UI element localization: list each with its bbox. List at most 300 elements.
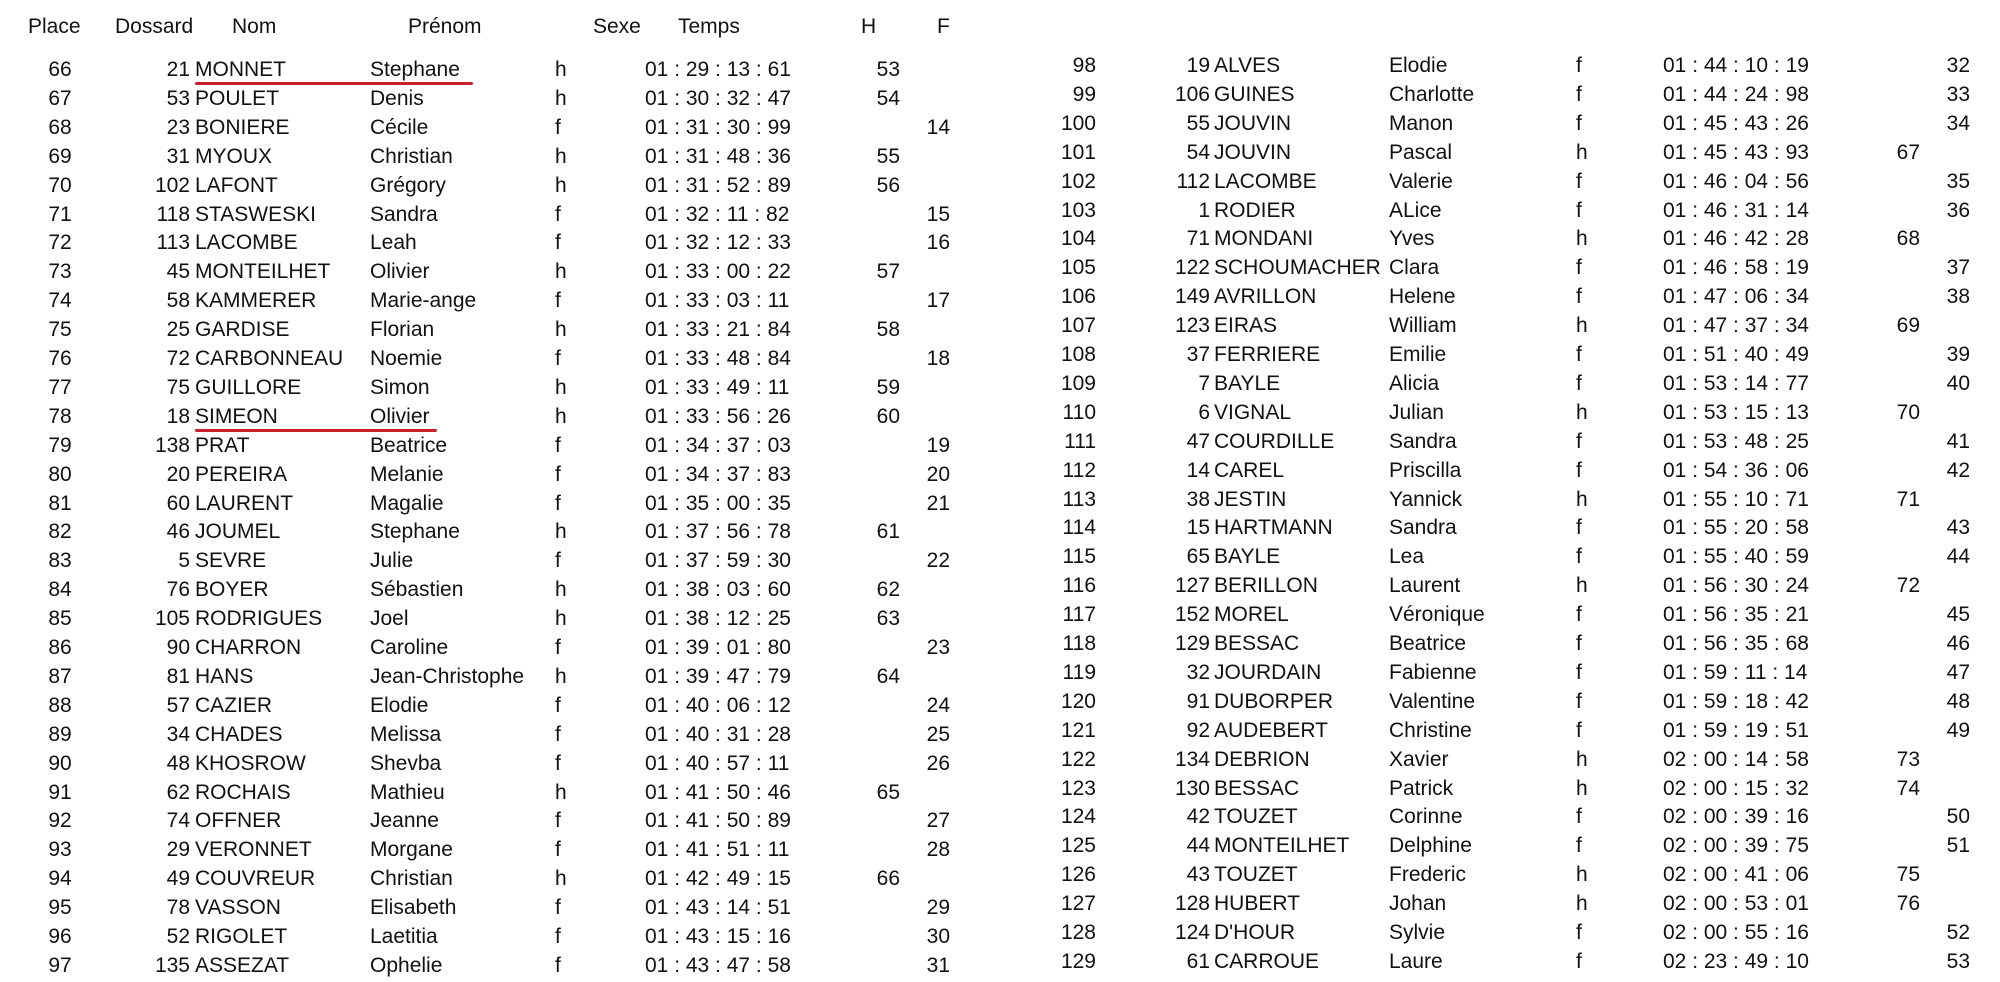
- cell-sexe: f: [1576, 632, 1582, 655]
- cell-temps: 01 : 55 : 10 : 71: [1663, 488, 1809, 511]
- table-row: [0, 340, 2000, 369]
- cell-prenom: Christine: [1389, 719, 1472, 742]
- header-dossard: Dossard: [115, 15, 194, 38]
- cell-temps: 01 : 40 : 31 : 28: [645, 723, 791, 746]
- cell-sexe: f: [555, 549, 561, 572]
- table-row: [0, 369, 2000, 398]
- cell-sexe: f: [1576, 805, 1582, 828]
- cell-place: 89: [48, 723, 72, 746]
- cell-place: 80: [48, 463, 72, 486]
- cell-place: 95: [48, 896, 72, 919]
- cell-prenom: Jeanne: [370, 809, 439, 832]
- cell-nom: MONNET: [195, 58, 286, 81]
- cell-nom: SEVRE: [195, 549, 267, 572]
- cell-prenom: Shevba: [370, 752, 442, 775]
- cell-f: 28: [926, 838, 950, 861]
- cell-dossard: 138: [154, 434, 190, 457]
- cell-sexe: f: [1576, 459, 1582, 482]
- cell-temps: 01 : 41 : 50 : 89: [645, 809, 791, 832]
- cell-nom: D'HOUR: [1214, 921, 1296, 944]
- cell-nom: POULET: [195, 87, 280, 110]
- cell-dossard: 23: [166, 116, 190, 139]
- cell-dossard: 5: [178, 549, 190, 572]
- cell-place: 79: [48, 434, 72, 457]
- cell-f: 26: [926, 752, 950, 775]
- cell-dossard: 55: [1186, 112, 1210, 135]
- cell-prenom: Marie-ange: [370, 289, 477, 312]
- cell-nom: DEBRION: [1214, 748, 1310, 771]
- cell-h: 61: [876, 520, 900, 543]
- cell-place: 126: [1060, 863, 1096, 886]
- cell-dossard: 48: [166, 752, 190, 775]
- cell-nom: KHOSROW: [195, 752, 306, 775]
- cell-sexe: f: [555, 203, 561, 226]
- cell-f: 32: [1946, 54, 1970, 77]
- cell-place: 115: [1062, 545, 1096, 568]
- cell-temps: 01 : 55 : 20 : 58: [1663, 516, 1809, 539]
- cell-nom: GUILLORE: [195, 376, 302, 399]
- cell-dossard: 34: [166, 723, 190, 746]
- cell-temps: 02 : 00 : 41 : 06: [1663, 863, 1809, 886]
- cell-temps: 01 : 33 : 56 : 26: [645, 405, 791, 428]
- cell-prenom: Cécile: [370, 116, 429, 139]
- cell-sexe: f: [555, 723, 561, 746]
- cell-dossard: 18: [166, 405, 190, 428]
- cell-place: 127: [1060, 892, 1096, 915]
- cell-prenom: Valentine: [1389, 690, 1476, 713]
- cell-nom: DUBORPER: [1214, 690, 1334, 713]
- cell-f: 50: [1946, 805, 1970, 828]
- cell-f: 25: [926, 723, 950, 746]
- cell-temps: 01 : 44 : 24 : 98: [1663, 83, 1809, 106]
- cell-dossard: 37: [1186, 343, 1210, 366]
- table-row: [0, 80, 2000, 109]
- cell-sexe: f: [555, 809, 561, 832]
- cell-prenom: Joel: [370, 607, 409, 630]
- cell-sexe: f: [1576, 83, 1582, 106]
- cell-nom: VIGNAL: [1214, 401, 1292, 424]
- cell-place: 128: [1060, 921, 1096, 944]
- cell-f: 53: [1946, 950, 1970, 973]
- cell-nom: JESTIN: [1214, 488, 1287, 511]
- cell-f: 17: [926, 289, 950, 312]
- cell-temps: 01 : 59 : 19 : 51: [1663, 719, 1809, 742]
- cell-sexe: f: [1576, 199, 1582, 222]
- cell-temps: 01 : 56 : 35 : 21: [1663, 603, 1809, 626]
- cell-sexe: h: [555, 145, 567, 168]
- cell-place: 70: [48, 174, 72, 197]
- cell-h: 59: [876, 376, 900, 399]
- table-row: [0, 485, 2000, 514]
- cell-temps: 01 : 37 : 59 : 30: [645, 549, 791, 572]
- table-row: [0, 831, 2000, 860]
- cell-nom: JOUVIN: [1214, 141, 1292, 164]
- cell-temps: 01 : 45 : 43 : 93: [1663, 141, 1809, 164]
- cell-place: 86: [48, 636, 72, 659]
- cell-nom: TOUZET: [1214, 863, 1298, 886]
- cell-h: 55: [876, 145, 900, 168]
- cell-nom: MOREL: [1214, 603, 1289, 626]
- cell-f: 37: [1946, 256, 1970, 279]
- cell-place: 69: [48, 145, 72, 168]
- cell-place: 74: [48, 289, 72, 312]
- cell-h: 54: [876, 87, 900, 110]
- cell-nom: SCHOUMACHER: [1214, 256, 1381, 279]
- cell-prenom: William: [1389, 314, 1457, 337]
- cell-h: 57: [876, 260, 900, 283]
- cell-nom: BONIERE: [195, 116, 290, 139]
- cell-nom: OFFNER: [195, 809, 282, 832]
- cell-place: 122: [1060, 748, 1096, 771]
- cell-sexe: f: [555, 954, 561, 977]
- cell-nom: BAYLE: [1214, 545, 1281, 568]
- cell-place: 118: [1062, 632, 1096, 655]
- cell-prenom: Florian: [370, 318, 435, 341]
- cell-temps: 01 : 46 : 04 : 56: [1663, 170, 1809, 193]
- cell-dossard: 71: [1186, 227, 1210, 250]
- cell-sexe: h: [555, 781, 567, 804]
- cell-prenom: Yves: [1389, 227, 1435, 250]
- cell-h: 66: [876, 867, 900, 890]
- cell-dossard: 45: [166, 260, 190, 283]
- cell-prenom: Julian: [1389, 401, 1444, 424]
- cell-dossard: 106: [1174, 83, 1210, 106]
- cell-place: 104: [1060, 227, 1096, 250]
- cell-sexe: f: [555, 896, 561, 919]
- cell-sexe: f: [555, 347, 561, 370]
- cell-nom: ASSEZAT: [195, 954, 290, 977]
- cell-nom: TOUZET: [1214, 805, 1298, 828]
- cell-place: 81: [48, 492, 72, 515]
- cell-prenom: Melissa: [370, 723, 442, 746]
- cell-place: 66: [48, 58, 72, 81]
- table-row: [0, 571, 2000, 600]
- cell-sexe: h: [555, 578, 567, 601]
- cell-h: 63: [876, 607, 900, 630]
- cell-prenom: Sandra: [1389, 516, 1457, 539]
- cell-h: 74: [1896, 777, 1920, 800]
- table-row: [0, 687, 2000, 716]
- cell-dossard: 57: [166, 694, 190, 717]
- cell-h: 53: [876, 58, 900, 81]
- table-row: [0, 109, 2000, 138]
- cell-place: 92: [48, 809, 72, 832]
- cell-dossard: 54: [1186, 141, 1210, 164]
- cell-nom: RIGOLET: [195, 925, 288, 948]
- cell-sexe: f: [1576, 343, 1582, 366]
- cell-dossard: 113: [156, 231, 190, 254]
- cell-dossard: 78: [166, 896, 190, 919]
- cell-f: 19: [926, 434, 950, 457]
- cell-place: 124: [1060, 805, 1096, 828]
- header-place: Place: [28, 15, 81, 38]
- cell-sexe: h: [1576, 892, 1588, 915]
- cell-f: 23: [926, 636, 950, 659]
- cell-nom: COURDILLE: [1214, 430, 1335, 453]
- cell-prenom: Priscilla: [1389, 459, 1462, 482]
- cell-f: 31: [926, 954, 950, 977]
- cell-place: 71: [48, 203, 72, 226]
- cell-place: 113: [1062, 488, 1096, 511]
- cell-dossard: 6: [1198, 401, 1210, 424]
- cell-place: 100: [1060, 112, 1096, 135]
- cell-dossard: 14: [1186, 459, 1210, 482]
- cell-sexe: f: [1576, 603, 1582, 626]
- cell-nom: VERONNET: [195, 838, 312, 861]
- cell-nom: MONTEILHET: [1214, 834, 1350, 857]
- cell-dossard: 135: [154, 954, 190, 977]
- cell-temps: 01 : 32 : 12 : 33: [645, 231, 791, 254]
- cell-sexe: f: [1576, 719, 1582, 742]
- table-row: [0, 947, 2000, 976]
- cell-dossard: 49: [166, 867, 190, 890]
- cell-dossard: 61: [1186, 950, 1210, 973]
- cell-nom: MONTEILHET: [195, 260, 331, 283]
- cell-dossard: 31: [166, 145, 190, 168]
- cell-f: 24: [926, 694, 950, 717]
- cell-h: 70: [1896, 401, 1920, 424]
- cell-h: 58: [876, 318, 900, 341]
- cell-temps: 01 : 45 : 43 : 26: [1663, 112, 1809, 135]
- cell-dossard: 42: [1186, 805, 1210, 828]
- header-f: F: [937, 15, 950, 38]
- cell-temps: 02 : 00 : 39 : 16: [1663, 805, 1809, 828]
- cell-f: 27: [926, 809, 950, 832]
- cell-nom: AVRILLON: [1214, 285, 1317, 308]
- cell-sexe: f: [1576, 690, 1582, 713]
- cell-temps: 01 : 56 : 35 : 68: [1663, 632, 1809, 655]
- cell-nom: JOURDAIN: [1214, 661, 1322, 684]
- cell-place: 67: [48, 87, 72, 110]
- cell-prenom: Morgane: [370, 838, 453, 861]
- cell-dossard: 65: [1186, 545, 1210, 568]
- cell-nom: FERRIERE: [1214, 343, 1321, 366]
- table-row: [0, 51, 2000, 80]
- cell-place: 114: [1062, 516, 1096, 539]
- table-row: [0, 253, 2000, 282]
- cell-place: 76: [48, 347, 72, 370]
- cell-prenom: Beatrice: [370, 434, 448, 457]
- cell-prenom: Lea: [1389, 545, 1425, 568]
- cell-sexe: f: [1576, 950, 1582, 973]
- cell-dossard: 29: [166, 838, 190, 861]
- cell-f: 49: [1946, 719, 1970, 742]
- cell-h: 75: [1896, 863, 1920, 886]
- cell-sexe: h: [555, 174, 567, 197]
- cell-prenom: Stephane: [370, 520, 460, 543]
- cell-temps: 01 : 56 : 30 : 24: [1663, 574, 1809, 597]
- cell-f: 40: [1946, 372, 1970, 395]
- cell-nom: PRAT: [195, 434, 250, 457]
- cell-prenom: Delphine: [1389, 834, 1472, 857]
- cell-place: 119: [1062, 661, 1096, 684]
- cell-dossard: 152: [1174, 603, 1210, 626]
- cell-temps: 01 : 59 : 11 : 14: [1663, 661, 1808, 684]
- cell-place: 102: [1060, 170, 1096, 193]
- cell-prenom: Laurent: [1389, 574, 1461, 597]
- cell-place: 105: [1060, 256, 1096, 279]
- cell-sexe: f: [555, 925, 561, 948]
- cell-dossard: 25: [166, 318, 190, 341]
- cell-place: 88: [48, 694, 72, 717]
- cell-f: 42: [1946, 459, 1970, 482]
- table-row: [0, 745, 2000, 774]
- cell-place: 120: [1060, 690, 1096, 713]
- cell-dossard: 134: [1174, 748, 1210, 771]
- cell-place: 129: [1060, 950, 1096, 973]
- cell-dossard: 19: [1186, 54, 1210, 77]
- cell-temps: 01 : 40 : 06 : 12: [645, 694, 791, 717]
- cell-temps: 01 : 41 : 50 : 46: [645, 781, 791, 804]
- cell-nom: MYOUX: [195, 145, 273, 168]
- cell-sexe: h: [1576, 227, 1588, 250]
- cell-place: 98: [1072, 54, 1096, 77]
- cell-temps: 01 : 29 : 13 : 61: [645, 58, 791, 81]
- cell-temps: 01 : 46 : 42 : 28: [1663, 227, 1809, 250]
- cell-prenom: Yannick: [1389, 488, 1463, 511]
- cell-h: 72: [1896, 574, 1920, 597]
- cell-h: 69: [1896, 314, 1920, 337]
- cell-prenom: Magalie: [370, 492, 444, 515]
- table-row: [0, 774, 2000, 803]
- header-h: H: [861, 15, 877, 38]
- cell-nom: BERILLON: [1214, 574, 1318, 597]
- cell-f: 41: [1946, 430, 1970, 453]
- cell-temps: 01 : 46 : 58 : 19: [1663, 256, 1809, 279]
- cell-place: 91: [48, 781, 72, 804]
- cell-f: 52: [1946, 921, 1970, 944]
- cell-prenom: Pascal: [1389, 141, 1453, 164]
- table-row: [0, 398, 2000, 427]
- cell-dossard: 128: [1174, 892, 1210, 915]
- cell-temps: 02 : 00 : 14 : 58: [1663, 748, 1809, 771]
- cell-h: 76: [1896, 892, 1920, 915]
- cell-dossard: 81: [166, 665, 190, 688]
- cell-prenom: Helene: [1389, 285, 1456, 308]
- cell-f: 46: [1946, 632, 1970, 655]
- cell-temps: 01 : 35 : 00 : 35: [645, 492, 791, 515]
- cell-sexe: h: [555, 260, 567, 283]
- cell-place: 77: [48, 376, 72, 399]
- cell-dossard: 72: [166, 347, 190, 370]
- cell-prenom: Denis: [370, 87, 424, 110]
- cell-nom: BOYER: [195, 578, 269, 601]
- cell-nom: CARBONNEAU: [195, 347, 344, 370]
- cell-sexe: f: [555, 752, 561, 775]
- cell-place: 107: [1060, 314, 1096, 337]
- cell-nom: LACOMBE: [195, 231, 298, 254]
- cell-prenom: Laure: [1389, 950, 1443, 973]
- cell-temps: 01 : 37 : 56 : 78: [645, 520, 791, 543]
- table-row: [0, 196, 2000, 225]
- cell-prenom: Sylvie: [1389, 921, 1446, 944]
- cell-place: 111: [1064, 430, 1096, 453]
- cell-dossard: 20: [166, 463, 190, 486]
- cell-dossard: 102: [154, 174, 190, 197]
- cell-prenom: Noemie: [370, 347, 443, 370]
- cell-nom: HARTMANN: [1214, 516, 1333, 539]
- cell-sexe: f: [1576, 516, 1582, 539]
- cell-f: 38: [1946, 285, 1970, 308]
- cell-dossard: 60: [166, 492, 190, 515]
- cell-f: 30: [926, 925, 950, 948]
- table-row: [0, 918, 2000, 947]
- cell-temps: 01 : 38 : 12 : 25: [645, 607, 791, 630]
- cell-f: 29: [926, 896, 950, 919]
- cell-sexe: f: [555, 289, 561, 312]
- cell-prenom: Grégory: [370, 174, 446, 197]
- cell-place: 83: [48, 549, 72, 572]
- cell-place: 90: [48, 752, 72, 775]
- cell-place: 68: [48, 116, 72, 139]
- cell-dossard: 92: [1186, 719, 1210, 742]
- cell-temps: 01 : 43 : 47 : 58: [645, 954, 791, 977]
- cell-temps: 01 : 46 : 31 : 14: [1663, 199, 1809, 222]
- cell-dossard: 123: [1174, 314, 1210, 337]
- table-row: [0, 224, 2000, 253]
- cell-place: 103: [1060, 199, 1096, 222]
- cell-sexe: h: [555, 405, 567, 428]
- cell-nom: LACOMBE: [1214, 170, 1317, 193]
- cell-nom: RODIER: [1214, 199, 1296, 222]
- cell-temps: 02 : 23 : 49 : 10: [1663, 950, 1809, 973]
- cell-f: 16: [926, 231, 950, 254]
- cell-nom: BESSAC: [1214, 632, 1300, 655]
- table-row: [0, 427, 2000, 456]
- cell-temps: 01 : 40 : 57 : 11: [645, 752, 790, 775]
- cell-sexe: f: [1576, 170, 1582, 193]
- cell-dossard: 62: [166, 781, 190, 804]
- cell-sexe: f: [1576, 661, 1582, 684]
- cell-nom: GUINES: [1214, 83, 1295, 106]
- cell-temps: 01 : 59 : 18 : 42: [1663, 690, 1809, 713]
- cell-h: 64: [876, 665, 900, 688]
- cell-temps: 01 : 31 : 52 : 89: [645, 174, 791, 197]
- cell-dossard: 90: [166, 636, 190, 659]
- cell-dossard: 105: [154, 607, 190, 630]
- cell-temps: 01 : 32 : 11 : 82: [645, 203, 790, 226]
- cell-nom: CARROUE: [1214, 950, 1320, 973]
- cell-h: 71: [1896, 488, 1920, 511]
- cell-dossard: 149: [1174, 285, 1210, 308]
- cell-temps: 01 : 53 : 48 : 25: [1663, 430, 1809, 453]
- cell-temps: 01 : 43 : 14 : 51: [645, 896, 791, 919]
- cell-dossard: 130: [1174, 777, 1210, 800]
- cell-prenom: Caroline: [370, 636, 449, 659]
- cell-place: 97: [48, 954, 72, 977]
- cell-f: 20: [926, 463, 950, 486]
- cell-dossard: 74: [166, 809, 190, 832]
- cell-dossard: 47: [1186, 430, 1210, 453]
- cell-dossard: 122: [1174, 256, 1210, 279]
- cell-dossard: 21: [166, 58, 190, 81]
- cell-prenom: Xavier: [1389, 748, 1449, 771]
- table-row: [0, 802, 2000, 831]
- cell-place: 72: [48, 231, 72, 254]
- cell-prenom: Johan: [1389, 892, 1447, 915]
- cell-dossard: 1: [1198, 199, 1210, 222]
- cell-sexe: f: [1576, 54, 1582, 77]
- cell-prenom: Mathieu: [370, 781, 445, 804]
- cell-nom: STASWESKI: [195, 203, 316, 226]
- cell-nom: BESSAC: [1214, 777, 1300, 800]
- cell-sexe: h: [555, 318, 567, 341]
- cell-temps: 01 : 47 : 37 : 34: [1663, 314, 1809, 337]
- cell-nom: BAYLE: [1214, 372, 1281, 395]
- cell-temps: 01 : 38 : 03 : 60: [645, 578, 791, 601]
- cell-nom: HUBERT: [1214, 892, 1300, 915]
- cell-sexe: f: [1576, 285, 1582, 308]
